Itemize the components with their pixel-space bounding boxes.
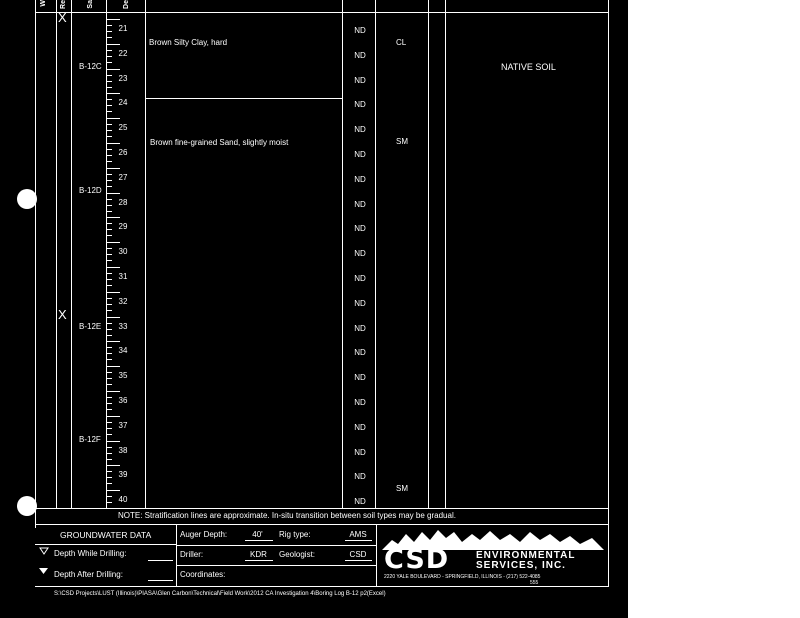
depth-label: 28 [118, 197, 128, 207]
groundwater-divider [176, 524, 177, 586]
depth-while-drilling-label: Depth While Drilling: [54, 549, 127, 558]
depth-tick-major [106, 69, 120, 70]
depth-tick-minor [106, 111, 112, 112]
coordinates-label: Coordinates: [180, 570, 226, 579]
driller-label: Driller: [180, 550, 204, 559]
header-rule [35, 12, 609, 13]
depth-label: 37 [118, 420, 128, 430]
info-rule [176, 565, 376, 566]
depth-tick-minor [106, 310, 112, 311]
geologist-underline [345, 560, 372, 561]
pid-reading: ND [354, 373, 366, 383]
pid-reading: ND [354, 422, 366, 432]
depth-tick-major [106, 366, 120, 367]
depth-tick-minor [106, 37, 112, 38]
depth-tick-minor [106, 409, 112, 410]
pid-reading: ND [354, 472, 366, 482]
depth-tick-minor [106, 384, 112, 385]
recovery-mark: X [58, 307, 67, 322]
depth-tick-major [106, 143, 120, 144]
header-water: W [40, 0, 47, 7]
pid-reading: ND [354, 323, 366, 333]
depth-tick-major [106, 416, 120, 417]
rig-type-underline [345, 540, 372, 541]
pid-reading: ND [354, 249, 366, 259]
auger-depth-label: Auger Depth: [180, 530, 228, 539]
driller-value: KDR [250, 550, 267, 559]
header-depth: De [123, 0, 130, 9]
file-path-footer: S:\CSD Projects\LUST (Illinois)\PIASA\Glen Carbon\Technical\Field Work\2012 CA Investigation 4\Boring Log B-12 p2(Excel) [54, 591, 386, 597]
uscs-code: CL [396, 38, 407, 47]
depth-tick-minor [106, 508, 112, 509]
depth-label: 35 [118, 371, 128, 381]
depth-tick-minor [106, 483, 112, 484]
depth-label: 36 [118, 396, 128, 405]
col-divider [56, 0, 57, 508]
depth-after-drilling-label: Depth After Drilling: [54, 570, 123, 579]
open-triangle-icon [39, 547, 49, 555]
depth-tick-major [106, 44, 120, 45]
depth-tick-minor [106, 285, 112, 286]
depth-tick-minor [106, 459, 112, 460]
logo-csd: CSD [384, 544, 450, 575]
depth-label: 29 [118, 222, 128, 232]
depth-label: 22 [118, 48, 128, 58]
depth-label: 21 [118, 24, 128, 33]
depth-tick-major [106, 267, 120, 268]
logo-line-1: ENVIRONMENTAL [476, 550, 576, 561]
depth-label: 39 [118, 470, 128, 480]
note-rule [35, 524, 609, 525]
pid-reading: ND [354, 298, 366, 308]
depth-tick-major [106, 391, 120, 392]
sample-id: B-12E [79, 322, 102, 331]
rig-type-value: AMS [349, 530, 367, 539]
depth-tick-major [106, 168, 120, 169]
depth-after-drilling-field [148, 580, 173, 581]
pid-reading: ND [354, 150, 366, 159]
soil-description: Brown Silty Clay, hard [149, 38, 228, 47]
depth-label: 32 [118, 296, 128, 306]
depth-label: 27 [118, 172, 128, 182]
pid-reading: ND [354, 174, 366, 184]
depth-label: 30 [118, 247, 128, 257]
recovery-mark: X [58, 10, 67, 25]
pid-reading: ND [354, 100, 366, 110]
auger-depth-value: 40' [252, 530, 263, 539]
depth-tick-minor [106, 87, 112, 88]
pid-reading: ND [354, 497, 366, 507]
depth-label: 26 [118, 148, 128, 157]
depth-label: 25 [118, 123, 128, 133]
depth-tick-major [106, 490, 120, 491]
depth-tick-minor [106, 359, 112, 360]
depth-label: 40 [118, 495, 128, 505]
depth-tick-major [106, 441, 120, 442]
header-sample: Sa [87, 0, 94, 9]
col-divider [145, 0, 146, 508]
form-bottom-rule [35, 586, 609, 587]
uscs-code: SM [396, 137, 408, 146]
depth-tick-minor [106, 434, 112, 435]
remarks-text: NATIVE SOIL [501, 62, 556, 72]
col-divider [428, 0, 429, 508]
sample-id: B-12D [79, 186, 102, 195]
depth-tick-major [106, 242, 120, 243]
table-border-left [35, 0, 36, 528]
col-divider [445, 0, 446, 508]
depth-tick-major [106, 292, 120, 293]
depth-tick-minor [106, 235, 112, 236]
logo-code: 555 [530, 580, 539, 586]
depth-label: 23 [118, 73, 128, 83]
depth-tick-major [106, 317, 120, 318]
depth-tick-major [106, 93, 120, 94]
depth-tick-minor [106, 186, 112, 187]
depth-tick-minor [106, 62, 112, 63]
rig-type-label: Rig type: [279, 530, 311, 539]
sample-id: B-12C [79, 62, 102, 71]
binder-hole-top [17, 189, 37, 209]
info-rule [176, 545, 376, 546]
depth-tick-major [106, 217, 120, 218]
stratification-note: NOTE: Stratification lines are approximate. In-situ transition between soil types may be gradual. [118, 511, 456, 520]
pid-reading: ND [354, 224, 366, 234]
depth-label: 31 [118, 272, 128, 281]
depth-tick-major [106, 19, 120, 20]
pid-reading: ND [354, 348, 366, 358]
depth-tick-major [106, 193, 120, 194]
sample-id: B-12F [79, 435, 101, 444]
depth-tick-minor [106, 211, 112, 212]
depth-tick-minor [106, 161, 112, 162]
depth-while-drilling-field [148, 560, 173, 561]
pid-reading: ND [354, 199, 366, 209]
pid-reading: ND [354, 398, 366, 407]
pid-reading: ND [354, 26, 366, 35]
pid-reading: ND [354, 50, 366, 60]
logo-address: 2220 YALE BOULEVARD - SPRINGFIELD, ILLINOIS - (217) 522-4085 [384, 574, 541, 580]
depth-label: 33 [118, 321, 128, 331]
pid-reading: ND [354, 274, 366, 283]
header-recovery: Re [60, 0, 67, 9]
groundwater-title: GROUNDWATER DATA [60, 530, 152, 540]
depth-tick-major [106, 118, 120, 119]
table-bottom-rule [35, 508, 609, 509]
depth-tick-minor [106, 335, 112, 336]
filled-triangle-icon [38, 567, 49, 575]
logo-line-2: SERVICES, INC. [476, 560, 566, 571]
depth-label: 24 [118, 98, 128, 108]
soil-description: Brown fine-grained Sand, slightly moist [150, 138, 289, 147]
pid-reading: ND [354, 125, 366, 135]
logo-divider [376, 524, 377, 586]
driller-underline [245, 560, 273, 561]
table-border-right [608, 0, 609, 586]
pid-reading: ND [354, 447, 366, 457]
pid-reading: ND [354, 75, 366, 85]
depth-tick-major [106, 465, 120, 466]
col-divider [71, 0, 72, 508]
depth-label: 34 [118, 346, 128, 356]
depth-label: 38 [118, 445, 128, 455]
stratum-line [145, 98, 342, 99]
geologist-label: Geologist: [279, 550, 316, 559]
col-divider [375, 0, 376, 508]
binder-hole-bottom [17, 496, 37, 516]
depth-tick-major [106, 341, 120, 342]
col-divider [342, 0, 343, 508]
uscs-code: SM [396, 484, 408, 493]
auger-depth-underline [245, 540, 273, 541]
groundwater-title-rule [35, 544, 176, 545]
geologist-value: CSD [349, 550, 367, 559]
depth-tick-minor [106, 136, 112, 137]
depth-tick-minor [106, 260, 112, 261]
